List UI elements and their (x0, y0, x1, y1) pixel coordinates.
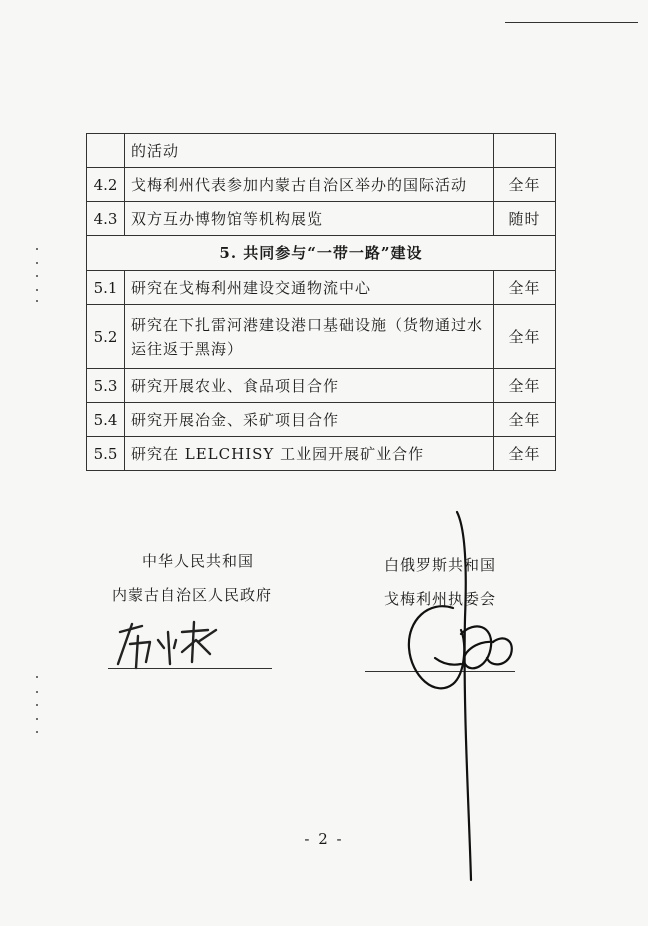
page-number: - 2 - (304, 830, 344, 848)
table-row (87, 369, 556, 403)
item-number (87, 134, 125, 168)
header-rule (505, 22, 638, 23)
item-text: 研究在戈梅利州建设交通物流中心 (125, 271, 494, 305)
left-signatory-organization: 内蒙古自治区人民政府 (112, 586, 273, 604)
item-number: 5.1 (87, 271, 125, 305)
item-text: 研究在 LELCHISY 工业园开展矿业合作 (125, 437, 494, 471)
table-row (87, 305, 556, 369)
item-text: 研究在下扎雷河港建设港口基础设施（货物通过水运往返于黑海） (125, 305, 494, 369)
item-number: 5.4 (87, 403, 125, 437)
section-heading-row (87, 236, 556, 271)
table-row (87, 134, 556, 168)
table-row (87, 271, 556, 305)
item-number: 4.3 (87, 202, 125, 236)
item-text: 研究开展农业、食品项目合作 (125, 369, 494, 403)
item-text: 戈梅利州代表参加内蒙古自治区举办的国际活动 (125, 168, 494, 202)
item-number: 5.2 (87, 305, 125, 369)
item-timing: 全年 (494, 403, 556, 437)
table-row (87, 168, 556, 202)
right-signatory-country: 白俄罗斯共和国 (384, 556, 497, 574)
item-number: 5.3 (87, 369, 125, 403)
item-timing: 全年 (494, 271, 556, 305)
item-text: 研究开展冶金、采矿项目合作 (125, 403, 494, 437)
left-signature-line (108, 668, 272, 669)
item-timing: 随时 (494, 202, 556, 236)
item-timing: 全年 (494, 305, 556, 369)
left-handwritten-signature (112, 618, 232, 672)
section-title: 5. 共同参与“一带一路”建设 (87, 236, 556, 271)
cooperation-plan-table (86, 133, 556, 471)
table-row (87, 437, 556, 471)
item-text: 的活动 (125, 134, 494, 168)
table-row (87, 202, 556, 236)
item-number: 5.5 (87, 437, 125, 471)
item-number: 4.2 (87, 168, 125, 202)
item-timing: 全年 (494, 168, 556, 202)
item-timing: 全年 (494, 369, 556, 403)
item-timing (494, 134, 556, 168)
left-signatory-country: 中华人民共和国 (142, 552, 255, 570)
item-timing: 全年 (494, 437, 556, 471)
item-text: 双方互办博物馆等机构展览 (125, 202, 494, 236)
right-signatory-organization: 戈梅利州执委会 (384, 590, 497, 608)
table-row (87, 403, 556, 437)
